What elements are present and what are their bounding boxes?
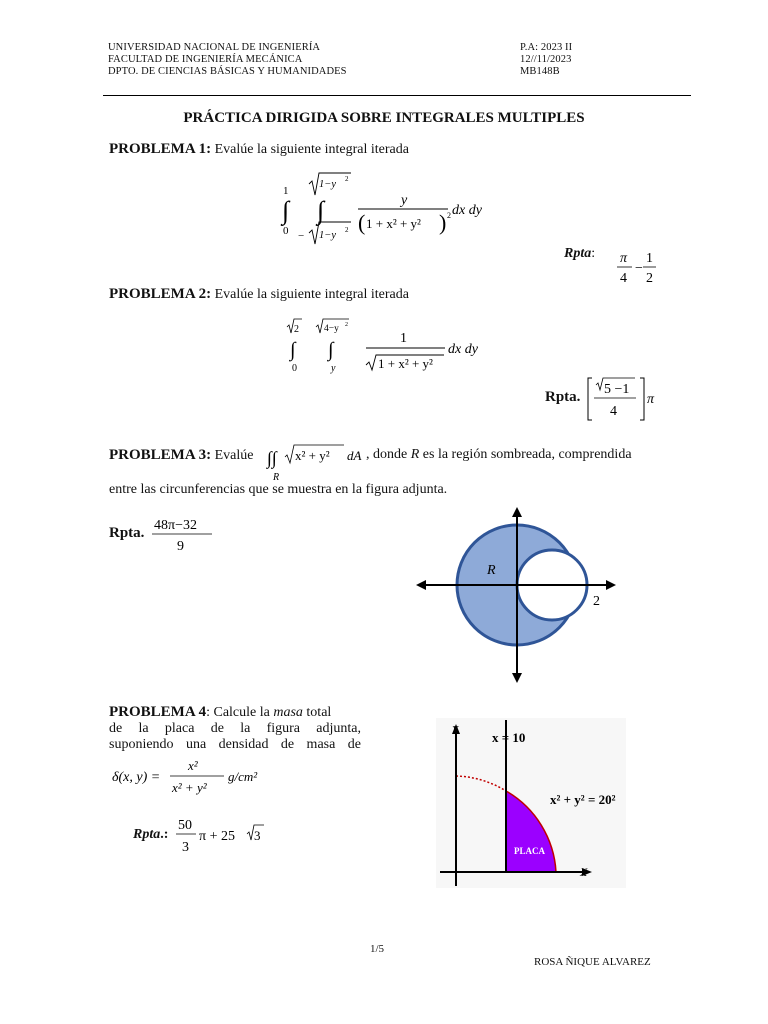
p1-inner-upper: 1−y xyxy=(319,179,336,190)
circle-equation-label: x² + y² = 20² xyxy=(550,792,616,807)
problem-4-line3: suponiendo una densidad de masa de xyxy=(109,737,361,752)
svg-text:δ(x, y) =: δ(x, y) = xyxy=(112,770,161,785)
problem-4-statement: PROBLEMA 4: Calcule la masa total de la placa de la figura adjunta, suponiendo una densidad de masa de xyxy=(109,704,361,752)
svg-text:g/cm²: g/cm² xyxy=(228,769,258,784)
svg-text:2: 2 xyxy=(345,175,349,183)
svg-text:3: 3 xyxy=(182,840,189,855)
tick-label-2: 2 xyxy=(593,594,600,609)
svg-text:−: − xyxy=(635,261,643,276)
p2-outer-lower: 0 xyxy=(292,363,297,374)
p2-inner-upper: 4−y xyxy=(324,324,339,334)
problem-1-answer-sep: : xyxy=(591,246,596,261)
problem-3-text-before: Evalúe xyxy=(214,448,254,463)
placa-label: PLACA xyxy=(514,846,545,856)
p2-differential: dx dy xyxy=(448,342,478,357)
problem-4-mass: masa xyxy=(273,705,303,720)
svg-text:π: π xyxy=(620,251,628,266)
svg-text:2: 2 xyxy=(345,322,348,328)
p1-outer-integral: ∫ xyxy=(282,196,290,225)
problem-3-answer xyxy=(109,525,144,542)
p3-region-sub: R xyxy=(273,472,280,483)
svg-text:4: 4 xyxy=(610,404,617,419)
problem-2-label: PROBLEMA 2: xyxy=(109,286,212,302)
p2-denominator: 1 + x² + y² xyxy=(378,356,433,371)
fig-x-label: X xyxy=(580,865,588,879)
problem-3-answer-value xyxy=(150,513,216,555)
problem-4-figure xyxy=(436,718,626,888)
p3-integrand: x² + y² xyxy=(295,448,330,463)
problem-2-answer xyxy=(545,389,580,406)
p2-outer-upper: 2 xyxy=(294,324,299,335)
header-rule xyxy=(103,95,691,96)
problem-3-label: PROBLEMA 3: xyxy=(109,447,212,463)
region-label: R xyxy=(487,563,496,578)
problem-4-label: PROBLEMA 4 xyxy=(109,704,207,720)
problem-1-label: PROBLEMA 1: xyxy=(109,141,212,157)
svg-text:2: 2 xyxy=(345,226,349,234)
problem-3-statement-tail: , donde R es la región sombreada, comprendida xyxy=(366,447,632,462)
p1-differential: dx dy xyxy=(452,203,482,218)
svg-text:π + 25: π + 25 xyxy=(199,829,235,844)
problem-2-integral xyxy=(282,318,502,378)
svg-text:9: 9 xyxy=(177,539,184,554)
svg-text:x²: x² xyxy=(188,758,198,773)
svg-text:4: 4 xyxy=(620,271,627,286)
problem-2-text: Evalúe la siguiente integral iterada xyxy=(214,287,409,302)
problem-1-text: Evalúe la siguiente integral iterada xyxy=(214,142,409,157)
problem-4-density xyxy=(110,754,290,800)
problem-1-answer xyxy=(564,246,595,262)
problem-3-answer-label: Rpta. xyxy=(109,525,145,541)
p2-inner-lower: y xyxy=(331,363,336,374)
header-date: 12//11/2023 xyxy=(520,54,572,65)
p1-denominator: 1 + x² + y² xyxy=(366,216,421,231)
p1-outer-lower: 0 xyxy=(283,225,289,237)
problem-1-statement xyxy=(109,141,409,158)
fig-y-label: Y xyxy=(452,724,459,736)
problem-2-answer-label: Rpta. xyxy=(545,389,581,405)
svg-text:∫∫: ∫∫ xyxy=(267,448,277,468)
svg-text:): ) xyxy=(439,210,447,235)
problem-1-answer-label: Rpta xyxy=(564,246,592,261)
svg-text:48π−32: 48π−32 xyxy=(154,518,197,533)
problem-2-answer-value xyxy=(584,376,664,422)
problem-4-answer-label: Rpta xyxy=(133,827,161,842)
problem-4-answer-value xyxy=(172,813,268,859)
svg-text:2: 2 xyxy=(646,271,653,286)
problem-4-line2: de la placa de la figura adjunta, xyxy=(109,721,361,736)
svg-text:2: 2 xyxy=(447,211,451,220)
problem-1-integral xyxy=(276,172,506,247)
svg-text:1: 1 xyxy=(646,251,653,266)
header-right xyxy=(520,42,572,78)
problem-2-statement xyxy=(109,286,409,303)
header-left xyxy=(108,42,347,78)
svg-text:50: 50 xyxy=(178,818,192,833)
svg-text:1−y: 1−y xyxy=(319,230,336,241)
svg-text:∫: ∫ xyxy=(290,339,296,361)
p1-outer-upper: 1 xyxy=(283,185,289,197)
p1-inner-lower-sign: − xyxy=(298,230,305,242)
header-department: DPTO. DE CIENCIAS BÁSICAS Y HUMANIDADES xyxy=(108,66,347,77)
page-title: PRÁCTICA DIRIGIDA SOBRE INTEGRALES MULTIPLES xyxy=(183,110,585,126)
problem-3-figure xyxy=(412,505,622,685)
svg-text:∫: ∫ xyxy=(328,339,334,361)
header-faculty: FACULTAD DE INGENIERÍA MECÁNICA xyxy=(108,54,303,65)
problem-3-integral xyxy=(265,440,365,484)
problem-4-answer: Rpta.: xyxy=(133,827,169,842)
p1-inner-integral: ∫ xyxy=(317,196,325,225)
page-number: 1/5 xyxy=(370,943,385,955)
p1-numerator: y xyxy=(401,193,408,208)
svg-text:π: π xyxy=(647,392,655,407)
svg-text:(: ( xyxy=(358,210,366,235)
header-university: UNIVERSIDAD NACIONAL DE INGENIERÍA xyxy=(108,42,321,53)
problem-1-answer-value xyxy=(610,246,660,288)
svg-text:x² + y²: x² + y² xyxy=(172,780,207,795)
p3-da: dA xyxy=(347,448,362,463)
header-course: MB148B xyxy=(520,66,560,77)
problem-3-line2: entre las circunferencias que se muestra en la figura adjunta. xyxy=(109,482,448,497)
svg-text:5 −1: 5 −1 xyxy=(604,382,630,397)
footer-author: ROSA ÑIQUE ALVAREZ xyxy=(534,956,651,968)
line-x10-label: x = 10 xyxy=(492,730,526,745)
svg-text:3: 3 xyxy=(254,828,261,843)
p2-numerator: 1 xyxy=(400,331,407,346)
header-period: P.A: 2023 II xyxy=(520,42,573,53)
